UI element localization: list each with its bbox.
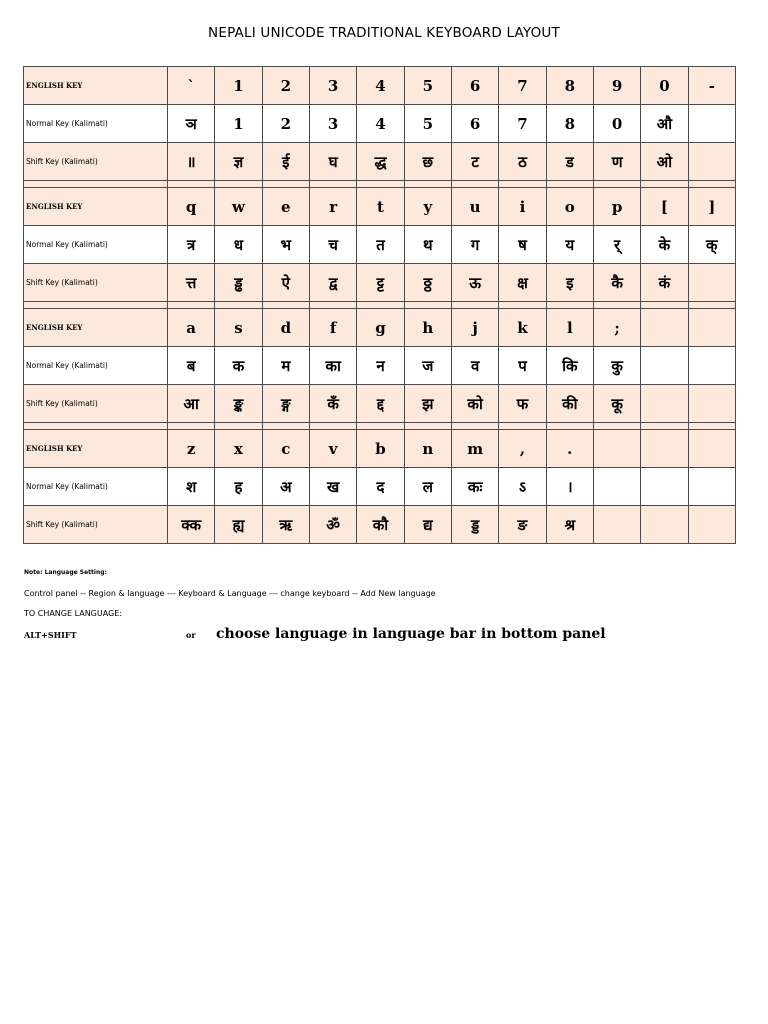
separator-cell [641, 302, 688, 309]
key-cell: u [451, 188, 498, 226]
key-cell [688, 468, 735, 506]
row-label: Normal Key (Kalimati) [24, 105, 168, 143]
or-text: or [186, 630, 196, 640]
key-cell: ऊ [451, 264, 498, 302]
key-cell: 5 [404, 67, 451, 105]
key-cell: का [309, 347, 356, 385]
key-cell: n [404, 430, 451, 468]
key-cell: q [168, 188, 215, 226]
key-cell: ज्ञ [215, 143, 262, 181]
shift-key-row [24, 264, 736, 302]
key-cell: p [593, 188, 640, 226]
key-cell: ड [546, 143, 593, 181]
key-cell: क् [688, 226, 735, 264]
shift-key-row [24, 385, 736, 423]
key-cell: र् [593, 226, 640, 264]
key-cell: के [641, 226, 688, 264]
key-cell: म [262, 347, 309, 385]
separator-cell [215, 423, 262, 430]
separator-cell [688, 302, 735, 309]
key-cell: श्र [546, 506, 593, 544]
key-cell: इ [546, 264, 593, 302]
key-cell: ह [215, 468, 262, 506]
row-label: Shift Key (Kalimati) [24, 143, 168, 181]
key-cell: 0 [593, 105, 640, 143]
key-cell: l [546, 309, 593, 347]
separator-cell [404, 181, 451, 188]
key-cell: कं [641, 264, 688, 302]
key-cell: ॥ [168, 143, 215, 181]
key-cell: कु [593, 347, 640, 385]
keyboard-layout-table [23, 66, 736, 544]
key-cell: ङ [499, 506, 546, 544]
key-cell: की [546, 385, 593, 423]
key-cell: i [499, 188, 546, 226]
shift-key-row [24, 506, 736, 544]
key-cell: a [168, 309, 215, 347]
english-key-row [24, 430, 736, 468]
key-cell: अ [262, 468, 309, 506]
key-cell: ठ्ठ [404, 264, 451, 302]
key-cell: ट्ट [357, 264, 404, 302]
key-cell: r [309, 188, 356, 226]
key-cell: 2 [262, 67, 309, 105]
key-cell: ॐ [309, 506, 356, 544]
key-cell: . [546, 430, 593, 468]
key-cell: कँ [309, 385, 356, 423]
key-cell: 5 [404, 105, 451, 143]
separator-cell [688, 423, 735, 430]
key-cell: कै [593, 264, 640, 302]
settings-path: Control panel -- Region & language --- Keyboard & Language --- change keyboard -- Add New language [24, 589, 436, 598]
separator-cell [215, 302, 262, 309]
key-cell [593, 430, 640, 468]
key-cell: 4 [357, 67, 404, 105]
key-cell [688, 385, 735, 423]
key-cell: श [168, 468, 215, 506]
key-cell: द्व [309, 264, 356, 302]
key-cell: - [688, 67, 735, 105]
key-cell: e [262, 188, 309, 226]
key-cell: ; [593, 309, 640, 347]
key-cell [641, 385, 688, 423]
key-cell: फ [499, 385, 546, 423]
key-cell: ल [404, 468, 451, 506]
key-cell: ऽ [499, 468, 546, 506]
normal-key-row [24, 347, 736, 385]
separator-cell [451, 181, 498, 188]
key-cell: कः [451, 468, 498, 506]
key-cell: 8 [546, 67, 593, 105]
key-cell: ज [404, 347, 451, 385]
separator-cell [593, 181, 640, 188]
key-cell: f [309, 309, 356, 347]
key-cell: k [499, 309, 546, 347]
row-label: Shift Key (Kalimati) [24, 506, 168, 544]
key-cell: 3 [309, 67, 356, 105]
key-cell: प [499, 347, 546, 385]
english-key-row [24, 309, 736, 347]
separator-cell [641, 181, 688, 188]
separator-cell [404, 302, 451, 309]
normal-key-row [24, 468, 736, 506]
key-cell: 1 [215, 105, 262, 143]
key-cell: द्द [357, 385, 404, 423]
key-cell: 9 [593, 67, 640, 105]
page-title: NEPALI UNICODE TRADITIONAL KEYBOARD LAYOUT [208, 25, 560, 41]
key-cell [641, 430, 688, 468]
key-cell: 4 [357, 105, 404, 143]
separator-cell [309, 302, 356, 309]
row-separator [24, 302, 736, 309]
key-cell: b [357, 430, 404, 468]
key-cell: [ [641, 188, 688, 226]
separator-cell [688, 181, 735, 188]
key-cell: च [309, 226, 356, 264]
key-cell: m [451, 430, 498, 468]
key-cell: द्य [404, 506, 451, 544]
separator-cell [593, 423, 640, 430]
row-label: Shift Key (Kalimati) [24, 264, 168, 302]
key-cell: y [404, 188, 451, 226]
key-cell: 3 [309, 105, 356, 143]
key-cell: ब [168, 347, 215, 385]
key-cell: द [357, 468, 404, 506]
key-cell: ई [262, 143, 309, 181]
key-cell [688, 105, 735, 143]
key-cell: 7 [499, 67, 546, 105]
normal-key-row [24, 105, 736, 143]
key-cell: द्ध [357, 143, 404, 181]
key-cell: , [499, 430, 546, 468]
key-cell: य [546, 226, 593, 264]
key-cell: w [215, 188, 262, 226]
key-cell: क्क [168, 506, 215, 544]
key-cell: ङ्ग [262, 385, 309, 423]
row-separator [24, 423, 736, 430]
separator-cell [546, 181, 593, 188]
key-cell [688, 143, 735, 181]
key-cell: ख [309, 468, 356, 506]
key-cell: j [451, 309, 498, 347]
alternative-instruction: choose language in language bar in bottom panel [216, 626, 606, 642]
key-cell: 7 [499, 105, 546, 143]
key-cell: o [546, 188, 593, 226]
key-cell [688, 264, 735, 302]
key-cell: । [546, 468, 593, 506]
separator-cell [168, 423, 215, 430]
separator-cell [24, 423, 168, 430]
key-cell: x [215, 430, 262, 468]
shortcut-text: ALT+SHIFT [24, 630, 77, 640]
key-cell: ग [451, 226, 498, 264]
key-cell [593, 468, 640, 506]
key-cell: थ [404, 226, 451, 264]
key-cell: औ [641, 105, 688, 143]
key-cell: को [451, 385, 498, 423]
key-cell: ण [593, 143, 640, 181]
key-cell [641, 468, 688, 506]
separator-cell [24, 181, 168, 188]
key-cell: t [357, 188, 404, 226]
key-cell [641, 506, 688, 544]
key-cell: छ [404, 143, 451, 181]
separator-cell [168, 302, 215, 309]
row-label: Normal Key (Kalimati) [24, 347, 168, 385]
separator-cell [641, 423, 688, 430]
key-cell: 0 [641, 67, 688, 105]
key-cell: ह्य [215, 506, 262, 544]
key-cell: कू [593, 385, 640, 423]
separator-cell [309, 181, 356, 188]
separator-cell [215, 181, 262, 188]
key-cell: भ [262, 226, 309, 264]
separator-cell [357, 423, 404, 430]
key-cell: z [168, 430, 215, 468]
separator-cell [499, 423, 546, 430]
row-label: Normal Key (Kalimati) [24, 226, 168, 264]
key-cell [688, 309, 735, 347]
row-label: ENGLISH KEY [24, 430, 168, 468]
key-cell [688, 506, 735, 544]
row-label: ENGLISH KEY [24, 188, 168, 226]
row-label: ENGLISH KEY [24, 67, 168, 105]
row-label: Shift Key (Kalimati) [24, 385, 168, 423]
separator-cell [357, 302, 404, 309]
key-cell: क [215, 347, 262, 385]
key-cell: ] [688, 188, 735, 226]
note-heading: Note: Language Setting: [24, 569, 107, 576]
key-cell: ऐ [262, 264, 309, 302]
key-cell: त [357, 226, 404, 264]
key-cell: ठ [499, 143, 546, 181]
key-cell: ऋ [262, 506, 309, 544]
separator-cell [546, 423, 593, 430]
english-key-row [24, 67, 736, 105]
separator-cell [262, 423, 309, 430]
key-cell: v [309, 430, 356, 468]
row-label: ENGLISH KEY [24, 309, 168, 347]
key-cell: कि [546, 347, 593, 385]
key-cell: न [357, 347, 404, 385]
change-language-heading: TO CHANGE LANGUAGE: [24, 609, 123, 618]
key-cell: ड्ढ [215, 264, 262, 302]
key-cell: d [262, 309, 309, 347]
separator-cell [499, 302, 546, 309]
key-cell: आ [168, 385, 215, 423]
key-cell: g [357, 309, 404, 347]
key-cell: h [404, 309, 451, 347]
key-cell: 1 [215, 67, 262, 105]
key-cell: ` [168, 67, 215, 105]
key-cell: त्र [168, 226, 215, 264]
key-cell: झ [404, 385, 451, 423]
key-cell: ञ [168, 105, 215, 143]
separator-cell [168, 181, 215, 188]
key-cell: ष [499, 226, 546, 264]
key-cell: त्त [168, 264, 215, 302]
separator-cell [546, 302, 593, 309]
key-cell [641, 347, 688, 385]
key-cell: ओ [641, 143, 688, 181]
separator-cell [357, 181, 404, 188]
separator-cell [309, 423, 356, 430]
row-label: Normal Key (Kalimati) [24, 468, 168, 506]
key-cell: घ [309, 143, 356, 181]
key-cell: 8 [546, 105, 593, 143]
separator-cell [499, 181, 546, 188]
key-cell [688, 430, 735, 468]
row-separator [24, 181, 736, 188]
normal-key-row [24, 226, 736, 264]
separator-cell [404, 423, 451, 430]
key-cell [593, 506, 640, 544]
key-cell: क्ष [499, 264, 546, 302]
separator-cell [262, 181, 309, 188]
separator-cell [451, 423, 498, 430]
key-cell: 6 [451, 67, 498, 105]
separator-cell [262, 302, 309, 309]
key-cell: ध [215, 226, 262, 264]
key-cell: s [215, 309, 262, 347]
separator-cell [451, 302, 498, 309]
key-cell: 6 [451, 105, 498, 143]
key-cell: c [262, 430, 309, 468]
key-cell: ड्ड [451, 506, 498, 544]
key-cell: व [451, 347, 498, 385]
key-cell [688, 347, 735, 385]
key-cell: ट [451, 143, 498, 181]
key-cell [641, 309, 688, 347]
key-cell: कौ [357, 506, 404, 544]
english-key-row [24, 188, 736, 226]
separator-cell [24, 302, 168, 309]
key-cell: ङ्क [215, 385, 262, 423]
separator-cell [593, 302, 640, 309]
shift-key-row [24, 143, 736, 181]
key-cell: 2 [262, 105, 309, 143]
